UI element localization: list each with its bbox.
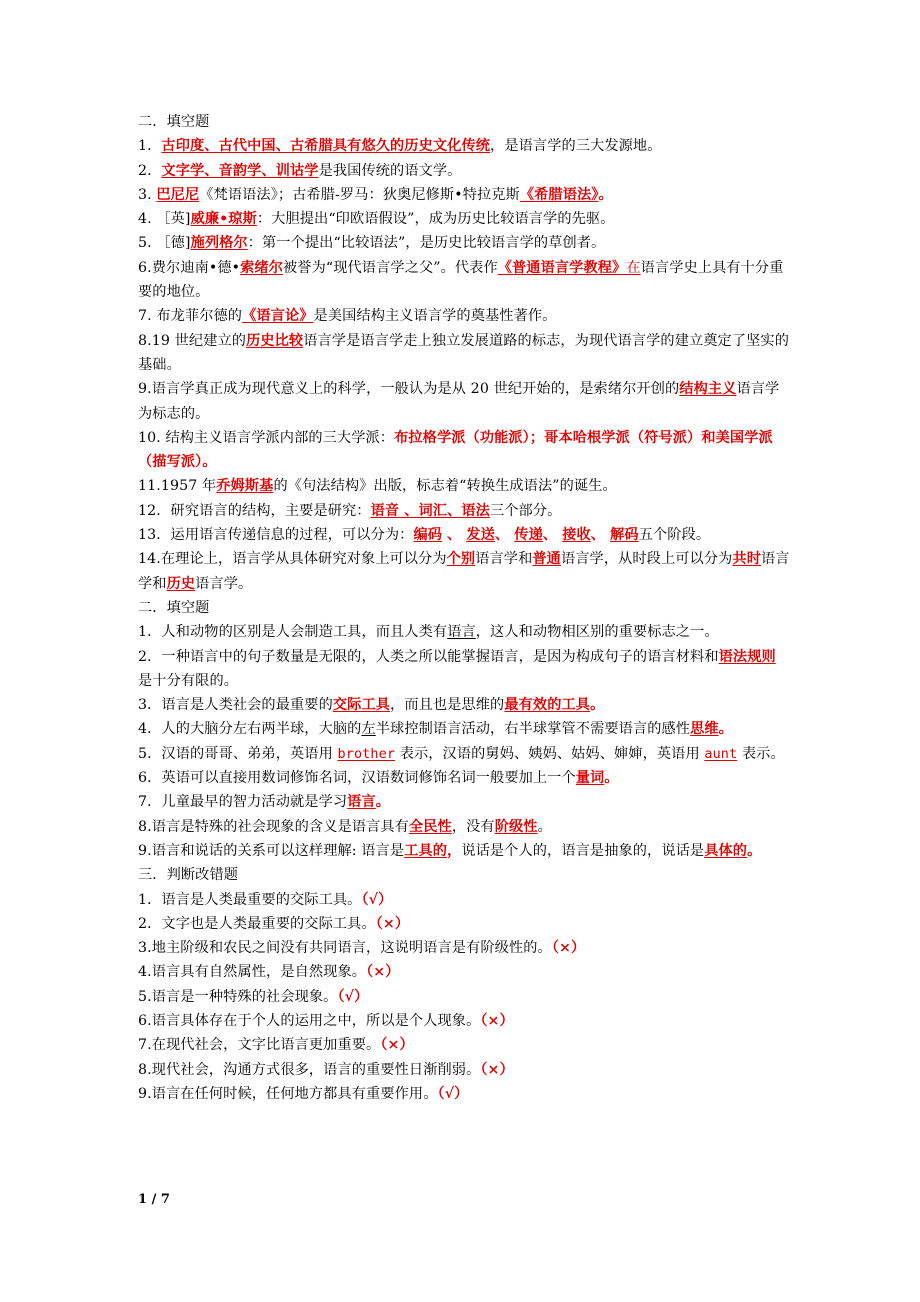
q-number: 4． (138, 721, 162, 738)
answer: 索绪尔 (240, 259, 283, 276)
q-text: 在理论上，语言学从具体研究对象上可以分为 (160, 551, 447, 568)
answer: 结构主义 (679, 381, 737, 398)
cross-mark: （×） (375, 915, 410, 932)
q-text: 运用语言传递信息的过程，可以分为： (170, 527, 414, 544)
question-7 (138, 304, 790, 328)
question-8 (138, 329, 790, 378)
q-text: 汉语的哥哥、弟弟，英语用 (161, 745, 338, 762)
list-item (138, 936, 790, 960)
q-number: 6. (138, 259, 152, 276)
q-number: 5． (138, 745, 162, 762)
q-text: 英语可以直接用数词修饰名词，汉语数词修饰名词一般要加上一个 (161, 770, 576, 787)
separator: 、 (494, 527, 515, 544)
separator: 、 (542, 527, 563, 544)
q-text: 《梵语语法》；古希腊-罗马：狄奥尼修斯•特拉克斯 (199, 186, 520, 203)
q-number: 13． (138, 527, 171, 544)
q-text: 是我国传统的语文学。 (318, 162, 462, 179)
question-12 (138, 499, 790, 523)
check-mark: （√） (361, 891, 393, 908)
cross-mark: （×） (380, 1037, 414, 1054)
q-text: 语言学真正成为现代意义上的科学，一般认为是从 20 世纪开始的，是索绪尔开创的 (151, 381, 680, 398)
answer: 《希腊语法》 (519, 186, 599, 203)
item-text: 8.现代社会，沟通方式很多，语言的重要性日渐削弱。 (138, 1061, 481, 1078)
answer: 巴尼尼 (156, 186, 200, 203)
answer: 发送 (466, 527, 495, 544)
question-3 (138, 183, 790, 207)
question-13 (138, 523, 790, 547)
answer: 语法规则 (718, 648, 776, 665)
answer: 普通 (532, 551, 561, 568)
cross-mark: （×） (480, 1061, 514, 1078)
answer: 《语言论》 (242, 308, 314, 325)
check-mark: （√） (437, 1085, 469, 1102)
q-number: 10. (138, 429, 166, 446)
cross-mark: （×） (480, 1012, 514, 1029)
q-text: 语言学，从时段上可以分为 (560, 551, 733, 568)
answer: 阶级性 (494, 818, 538, 835)
question-6 (138, 256, 790, 305)
answer: 共时 (732, 551, 761, 568)
q-number: 9. (138, 842, 152, 859)
q-text: 。 (604, 770, 619, 787)
list-item (138, 1082, 790, 1106)
question-1 (138, 620, 790, 644)
separator: 、 (399, 502, 419, 519)
answer: 编码 (413, 527, 443, 544)
q-text: 半球控制语言活动，右半球掌管不需要语言的感性 (375, 721, 691, 738)
list-item (138, 888, 790, 912)
section-heading: 二．填空题 (138, 599, 210, 616)
answer: 传递 (514, 527, 543, 544)
judgement-list (138, 888, 790, 1107)
q-text: 一种语言中的句子数量是无限的，人类之所以能掌握语言，是因为构成句子的语言材料和 (161, 648, 719, 665)
list-item (138, 960, 790, 984)
answer: 解码 (610, 527, 639, 544)
q-number: 1． (138, 624, 162, 641)
q-text: 。 (747, 842, 762, 859)
list-item (138, 912, 790, 936)
q-number: 2． (138, 162, 162, 179)
q-text: 人和动物的区别是人会制造工具，而且人类有 (161, 624, 448, 641)
question-5 (138, 742, 790, 766)
q-text: 。 (590, 697, 605, 714)
question-3 (138, 693, 790, 717)
section-heading: 二．填空题 (138, 114, 210, 130)
q-text: 是十分有限的。 (138, 672, 239, 689)
q-text: ：大胆提出“印欧语假设”，成为历史比较语言学的先驱。 (256, 211, 615, 228)
section-heading: 三．判断改错题 (138, 867, 239, 884)
item-text: 3.地主阶级和农民之间没有共同语言，这说明语言是有阶级性的。 (138, 940, 552, 957)
question-9 (138, 839, 790, 863)
q-text: 人的大脑分左右两半球，大脑的 (161, 721, 362, 738)
q-text: 被誉为“现代语言学之父”。代表作 (283, 259, 498, 276)
answer: 语言 (447, 624, 476, 641)
q-number: 1． (138, 138, 162, 155)
q-text: 1957 年 (160, 478, 217, 495)
q-text: 语言学为标志的。 (138, 381, 780, 422)
list-item (138, 1058, 790, 1082)
q-number: 14. (138, 551, 161, 568)
q-text: 。 (598, 186, 613, 203)
answer: 最有效的工具 (504, 697, 591, 714)
q-number: 2． (138, 648, 162, 665)
q-text: 语言和说话的关系可以这样理解: 语言是 (151, 842, 405, 859)
list-item (138, 1033, 790, 1057)
list-item (138, 985, 790, 1009)
answer: 全民性 (408, 818, 452, 835)
question-4 (138, 207, 790, 231)
answer: 左 (361, 721, 376, 738)
question-7 (138, 790, 790, 814)
q-number: 8. (138, 332, 152, 349)
answer: 历史比较 (246, 332, 304, 349)
item-text: 2．文字也是人类最重要的交际工具。 (138, 915, 376, 932)
item-text: 7.在现代社会，文字比语言更加重要。 (138, 1037, 381, 1054)
question-11 (138, 474, 790, 498)
q-number: 4. ［英] (138, 211, 191, 228)
page-number: 1 / 7 (138, 1192, 170, 1207)
q-text: 。 (718, 721, 733, 738)
q-text: 19 世纪建立的 (151, 332, 247, 349)
answer: brother (337, 745, 396, 762)
document-page (138, 110, 790, 1106)
answer: 思维 (690, 721, 719, 738)
answer: 个别 (446, 551, 476, 568)
question-6 (138, 766, 790, 790)
item-text: 6.语言具体存在于个人的运用之中，所以是个人现象。 (138, 1012, 481, 1029)
q-text: 语言是人类社会的最重要的 (161, 697, 333, 714)
q-number: 5. ［德] (138, 235, 191, 252)
q-number: 6． (138, 770, 162, 787)
q-text: 语言学和 (138, 551, 790, 592)
item-text: 5.语言是一种特殊的社会现象。 (138, 988, 338, 1005)
item-text: 9.语言在任何时候，任何地方都具有重要作用。 (138, 1085, 438, 1102)
q-text: ：第一个提出“比较语法”，是历史比较语言学的草创者。 (247, 235, 606, 252)
cross-mark: （×） (366, 964, 400, 981)
question-4 (138, 717, 790, 741)
answer: 《普通语言学教程》 (497, 259, 627, 276)
q-text: ，是语言学的三大发源地。 (490, 138, 662, 155)
q-text: 语言是特殊的社会现象的含义是语言具有 (151, 818, 409, 835)
q-text: 语言学和 (475, 551, 533, 568)
q-number: 7. (138, 308, 157, 325)
question-2 (138, 159, 790, 183)
q-number: 9. (138, 381, 152, 398)
q-text: 三个部分。 (489, 502, 562, 519)
separator: 、 (447, 502, 462, 519)
q-text: 表示，汉语的舅妈、姨妈、姑妈、婶婶，英语用 (395, 745, 705, 762)
q-text: 布龙菲尔德的 (156, 308, 243, 325)
answer: 古印度、古代中国、古希腊具有悠久的历史文化传统 (161, 138, 491, 155)
cross-mark: （×） (551, 940, 586, 957)
answer: 语音 (370, 502, 400, 519)
question-2 (138, 645, 790, 694)
answer: 具体的 (704, 842, 748, 859)
answer: 语言 (347, 794, 376, 811)
answer: 工具的 (404, 842, 448, 859)
answer: 施列格尔 (190, 235, 248, 252)
q-number: 8. (138, 818, 152, 835)
q-text: 儿童最早的智力活动就是学习 (161, 794, 348, 811)
q-text: 在 (626, 259, 641, 276)
answer: 威廉•琼斯 (190, 211, 257, 228)
q-text: 表示。 (741, 745, 785, 762)
q-text: 。 (537, 818, 552, 835)
answer: 文字学、音韵学、训诂学 (161, 162, 319, 179)
answer: 布拉格学派（功能派）；哥本哈根学派（符号派）和美国学派（描写派）。 (138, 429, 773, 471)
question-9 (138, 377, 790, 426)
q-text: 研究语言的结构，主要是研究： (170, 502, 371, 519)
q-text: 语言学。 (195, 575, 253, 592)
question-5 (138, 231, 790, 255)
q-text: 五个阶段。 (638, 527, 711, 544)
item-text: 4.语言具有自然属性，是自然现象。 (138, 964, 367, 981)
answer: 历史 (166, 575, 196, 592)
separator: 、 (442, 527, 467, 544)
q-number: 3． (138, 697, 162, 714)
question-14 (138, 547, 790, 596)
question-1 (138, 134, 790, 158)
q-number: 7． (138, 794, 162, 811)
q-text: 语言学是语言学走上独立发展道路的标志，为现代语言学的建立奠定了坚实的基础。 (138, 332, 789, 373)
answer: 接收 (562, 527, 591, 544)
item-text: 1．语言是人类最重要的交际工具。 (138, 891, 362, 908)
q-number: 11. (138, 478, 161, 495)
q-text: ， (447, 842, 462, 859)
q-text: 。 (375, 794, 391, 811)
q-text: 是美国结构主义语言学的奠基性著作。 (313, 308, 557, 325)
q-text: ，而且也是思维的 (390, 697, 505, 714)
q-number: 3. (138, 186, 152, 203)
question-8 (138, 815, 790, 839)
q-text: ，没有 (451, 818, 495, 835)
list-item (138, 1009, 790, 1033)
q-text: 的《句法结构》出版，标志着“转换生成语法”的诞生。 (273, 478, 617, 495)
q-number: 12． (138, 502, 171, 519)
answer: 词汇 (418, 502, 448, 519)
answer: 量词 (575, 770, 605, 787)
answer: 交际工具 (332, 697, 391, 714)
answer: 语法 (461, 502, 490, 519)
q-text: 语言学史上具有十分重要的地位。 (138, 259, 784, 301)
q-text: 费尔迪南•德• (151, 259, 241, 276)
separator: 、 (590, 527, 611, 544)
q-text: ，这人和动物相区别的重要标志之一。 (475, 624, 719, 641)
q-text: 结构主义语言学派内部的三大学派： (165, 429, 395, 446)
q-text: 说话是个人的，语言是抽象的，说话是 (461, 842, 705, 859)
answer: aunt (704, 745, 738, 762)
answer: 乔姆斯基 (216, 478, 274, 495)
question-10 (138, 426, 790, 475)
check-mark: （√） (337, 988, 369, 1005)
